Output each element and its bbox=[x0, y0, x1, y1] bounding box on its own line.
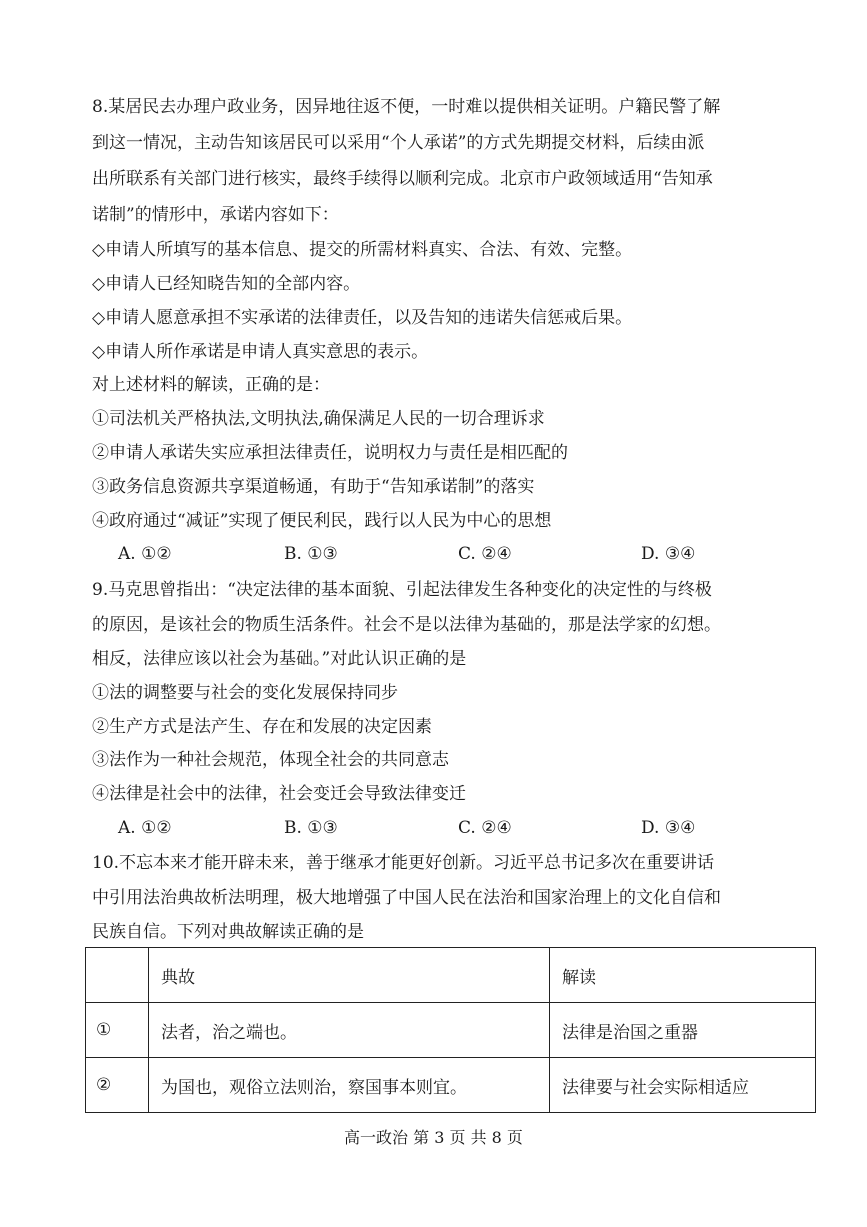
q8-option-a[interactable]: A. ①② bbox=[118, 544, 172, 564]
table-row bbox=[86, 1058, 816, 1113]
page-footer: 高一政治 第 3 页 共 8 页 bbox=[344, 1128, 523, 1147]
q8-statement: ①司法机关严格执法,文明执法,确保满足人民的一切合理诉求 bbox=[92, 409, 545, 429]
q10-line: 民族自信。下列对典故解读正确的是 bbox=[92, 922, 364, 942]
q8-option-b[interactable]: B. ①③ bbox=[284, 544, 338, 564]
q10-line: 中引用法治典故析法明理，极大地增强了中国人民在法治和国家治理上的文化自信和 bbox=[92, 888, 721, 908]
q8-prompt: 对上述材料的解读，正确的是： bbox=[92, 375, 330, 395]
table-cell: 法律要与社会实际相适应 bbox=[550, 1058, 816, 1113]
q8-option-d[interactable]: D. ③④ bbox=[641, 544, 696, 564]
q8-commitment-item: ◇申请人愿意承担不实承诺的法律责任，以及告知的违诺失信惩戒后果。 bbox=[92, 308, 633, 328]
table-header-cell: 典故 bbox=[149, 948, 550, 1003]
q8-option-c[interactable]: C. ②④ bbox=[458, 544, 512, 564]
table-header-cell bbox=[86, 948, 149, 1003]
table-row bbox=[86, 1003, 816, 1058]
table-header-row bbox=[86, 948, 816, 1003]
q8-line: 到这一情况，主动告知该居民可以采用“个人承诺”的方式先期提交材料，后续由派 bbox=[92, 133, 705, 153]
table-cell: 法者，治之端也。 bbox=[149, 1003, 550, 1058]
q9-line: 9.马克思曾指出：“决定法律的基本面貌、引起法律发生各种变化的决定性的与终极 bbox=[92, 580, 712, 600]
q9-statement: ①法的调整要与社会的变化发展保持同步 bbox=[92, 683, 398, 703]
q9-statement: ③法作为一种社会规范，体现全社会的共同意志 bbox=[92, 750, 449, 770]
q9-statement: ②生产方式是法产生、存在和发展的决定因素 bbox=[92, 717, 432, 737]
table-header-cell: 解读 bbox=[550, 948, 816, 1003]
q9-option-d[interactable]: D. ③④ bbox=[641, 818, 696, 838]
q8-line: 8.某居民去办理户政业务，因异地往返不便，一时难以提供相关证明。户籍民警了解 bbox=[92, 97, 721, 117]
q8-commitment-item: ◇申请人所作承诺是申请人真实意思的表示。 bbox=[92, 342, 429, 362]
q9-statement: ④法律是社会中的法律，社会变迁会导致法律变迁 bbox=[92, 784, 466, 804]
table-cell: 为国也，观俗立法则治，察国事本则宜。 bbox=[149, 1058, 550, 1113]
q8-statement: ③政务信息资源共享渠道畅通，有助于“告知承诺制”的落实 bbox=[92, 477, 535, 497]
q9-option-b[interactable]: B. ①③ bbox=[284, 818, 338, 838]
table-cell: 法律是治国之重器 bbox=[550, 1003, 816, 1058]
table-cell: ① bbox=[86, 1003, 149, 1058]
q9-option-a[interactable]: A. ①② bbox=[118, 818, 172, 838]
q9-line: 的原因，是该社会的物质生活条件。社会不是以法律为基础的，那是法学家的幻想。 bbox=[92, 615, 721, 635]
q10-line: 10.不忘本来才能开辟未来，善于继承才能更好创新。习近平总书记多次在重要讲话 bbox=[92, 853, 715, 873]
q9-line: 相反，法律应该以社会为基础。”对此认识正确的是 bbox=[92, 649, 467, 669]
table-cell: ② bbox=[86, 1058, 149, 1113]
q8-statement: ④政府通过“减证”实现了便民利民，践行以人民为中心的思想 bbox=[92, 511, 552, 531]
q8-statement: ②申请人承诺失实应承担法律责任，说明权力与责任是相匹配的 bbox=[92, 443, 568, 463]
q8-commitment-item: ◇申请人所填写的基本信息、提交的所需材料真实、合法、有效、完整。 bbox=[92, 240, 633, 260]
allusion-table bbox=[85, 947, 816, 1113]
q9-option-c[interactable]: C. ②④ bbox=[458, 818, 512, 838]
q8-commitment-item: ◇申请人已经知晓告知的全部内容。 bbox=[92, 274, 361, 294]
q8-line: 诺制”的情形中，承诺内容如下： bbox=[92, 205, 339, 225]
q8-line: 出所联系有关部门进行核实，最终手续得以顺利完成。北京市户政领域适用“告知承 bbox=[92, 169, 713, 189]
